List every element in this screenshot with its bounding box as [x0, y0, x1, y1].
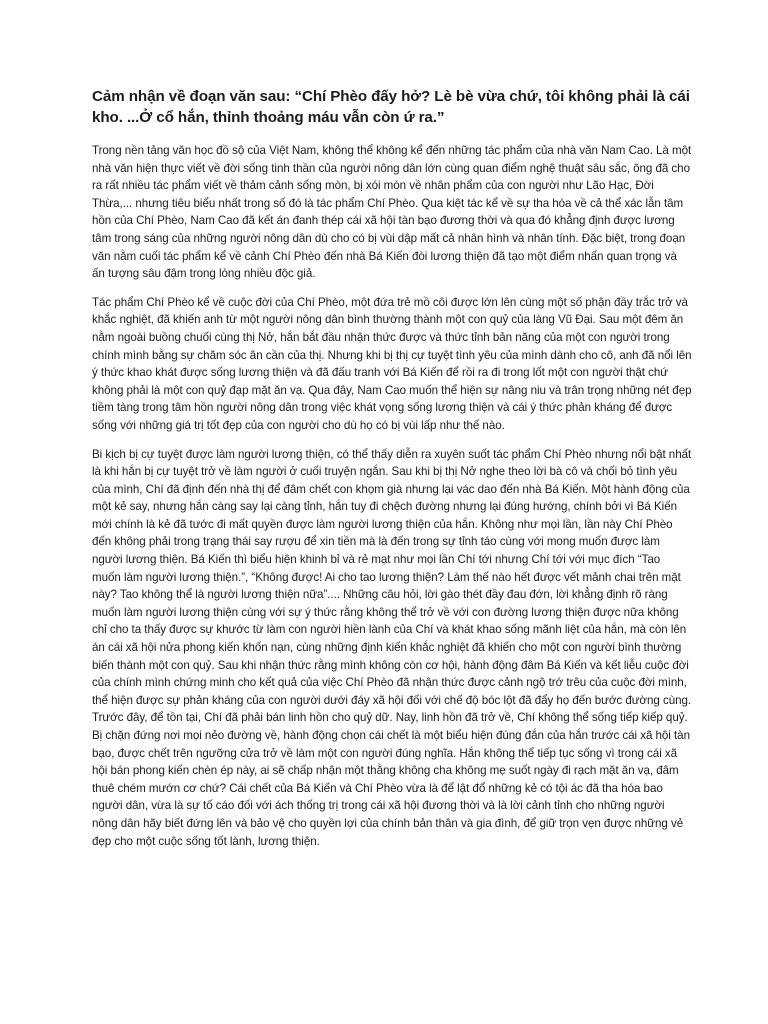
paragraph-intro: Trong nền tảng văn học đồ sộ của Việt Nam, không thể không kể đến những tác phẩm của nhà văn Nam Cao. Là một nhà văn hiện thực viết về đời sống tinh thần của người nông dân lớn cùng quan điểm nghệ thuật sâu sắc, ông đã cho ra rất nhiều tác phẩm viết về thảm cảnh sống mòn, bị xói mòn về nhân phẩm của con người như Lão Hạc, Đời Thừa,... nhưng tiêu biểu nhất trong số đó là tác phẩm Chí Phèo. Qua kiệt tác kể về sự tha hóa về cả thể xác lẫn tâm hồn của Chí Phèo, Nam Cao đã kết án đanh thép cái xã hội tàn bạo đương thời và qua đó khẳng định được lương tâm trong sáng của những người nông dân dù cho có bị vùi dập mất cả nhân hình và nhân tính. Đặc biệt, trong đoạn văn nằm cuối tác phẩm kể về cảnh Chí Phèo đến nhà Bá Kiến đòi lương thiện đã tạo một điểm nhấn quan trọng và ấn tượng sâu đậm trong lòng nhiều độc giả.	[92, 144, 692, 281]
paragraph-analysis: Bi kịch bị cự tuyệt được làm người lương thiện, có thể thấy diễn ra xuyên suốt tác phẩm Chí Phèo nhưng nổi bật nhất là khi hắn bị cự tuyệt trở về làm người ở cuối truyện ngắn. Sau khi bị thị Nở nghe theo lời bà cô và chối bỏ tình yêu của mình, Chí đã định đến nhà thị để đâm chết con khọm già nhưng lại vác dao đến nhà Bá Kiến. Một hành động của một kẻ say, nhưng hắn càng say lại càng tỉnh, hắn tuy đi chệch đường nhưng lại đúng hướng, chính bởi vì Bá Kiến mới chính là kẻ đã tước đi mất quyền được làm người lương thiện của hắn. Không như mọi lần, lần này Chí Phèo đến không phải trong trạng thái say rượu để xin tiền mà là đến trong sự tỉnh táo cùng với mong muốn được làm người lương thiện. Bá Kiến thì biểu hiện khinh bỉ và rẻ mạt như mọi lần Chí tới nhưng Chí tới với mục đích “Tao muốn làm người lương thiện.”, “Không được! Ai cho tao lương thiện? Làm thế nào hết được vết mảnh chai trên mặt này? Tao không thể là người lương thiện nữa”.... Những câu hỏi, lời gào thét đầy đau đớn, lời khẳng định rõ ràng muốn làm người lương thiện cùng với sự ý thức rằng không thể trở về với con đường lương thiện được nữa không chỉ cho ta thấy được sự khước từ làm con người hiền lành của Chí và khát khao sống mãnh liệt của hắn, mà còn lên án cái xã hội nửa phong kiến khốn nạn, cùng những định kiến khắc nghiệt đã khiến cho một con người bình thường biến thành một con quỷ. Sau khi nhận thức rằng mình không còn cơ hội, hành động đâm Bá Kiến và kết liễu cuộc đời của chính mình chứng minh cho kết quả của việc Chí Phèo đã nhận thức được cảnh ngộ trớ trêu của cuộc đời mình, thể hiện được sự phản kháng của con người dưới đáy xã hội đối với chế độ bóc lột đã đẩy họ đến bước đường cùng. Trước đây, để tồn tại, Chí đã phải bán linh hồn cho quỷ dữ. Nay, linh hồn đã trở về, Chí không thể sống tiếp kiếp quỷ. Bị chặn đứng nơi mọi nẻo đường về, hành động chọn cái chết là một biểu hiện đúng đắn của hắn trước cái xã hội tàn bạo, được chết trên ngưỡng cửa trở về làm một con người đúng nghĩa. Hắn không thể tiếp tục sống vì trong cái xã hội bán phong kiến chèn ép này, ai sẽ chấp nhận một thằng không cha không mẹ suốt ngày đi rạch mặt ăn vạ, đâm thuê chém mướn cơ chứ? Cái chết của Bá Kiến và Chí Phèo vừa là để lật đổ những kẻ có tội ác đã tha hóa bao người dân, vừa là sự tố cáo đối với ách thống trị trong cái xã hội đương thời và là lời cảnh tỉnh cho những người nông dân hãy biết đứng lên và bảo vệ cho quyền lợi của chính bản thân và gia đình, để giữ trọn vẹn được những vẻ đẹp cho một cuộc sống tốt lành, lương thiện.	[92, 447, 692, 848]
paragraph-summary: Tác phẩm Chí Phèo kể về cuộc đời của Chí Phèo, một đứa trẻ mồ côi được lớn lên cùng một số phận đầy trắc trở và khắc nghiệt, đã khiến anh từ một người nông dân bình thường thành một con quỷ của làng Vũ Đại. Sau một đêm ăn nằm ngoài buồng chuối cùng thị Nở, hắn bắt đầu nhận thức được và thức tỉnh bản năng của một con người trong chính mình bằng sự chăm sóc ân cần của thị. Nhưng khi bị thị cự tuyệt tình yêu của mình dành cho cô, anh đã nổi lên ý thức khao khát được sống lương thiện và đã đấu tranh với Bá Kiến để rồi ra đi trong lốt một con người thật chứ không phải là một con quỷ đạp mặt ăn vạ. Qua đây, Nam Cao muốn thể hiện sự nâng niu và trân trọng những nét đẹp tiềm tàng trong tâm hồn người nông dân trong việc khát vọng sống lương thiện và cái ý thức phản kháng để được sống với những giá trị tốt đẹp của con người cho dù họ có bị vùi lấp như thế nào.	[92, 295, 692, 432]
document-title: Cảm nhận về đoạn văn sau: “Chí Phèo đấy hở? Lè bè vừa chứ, tôi không phải là cái kho. ...Ở cổ hắn, thỉnh thoảng máu vẫn còn ứ ra.”	[92, 88, 690, 126]
document-page	[92, 86, 692, 861]
